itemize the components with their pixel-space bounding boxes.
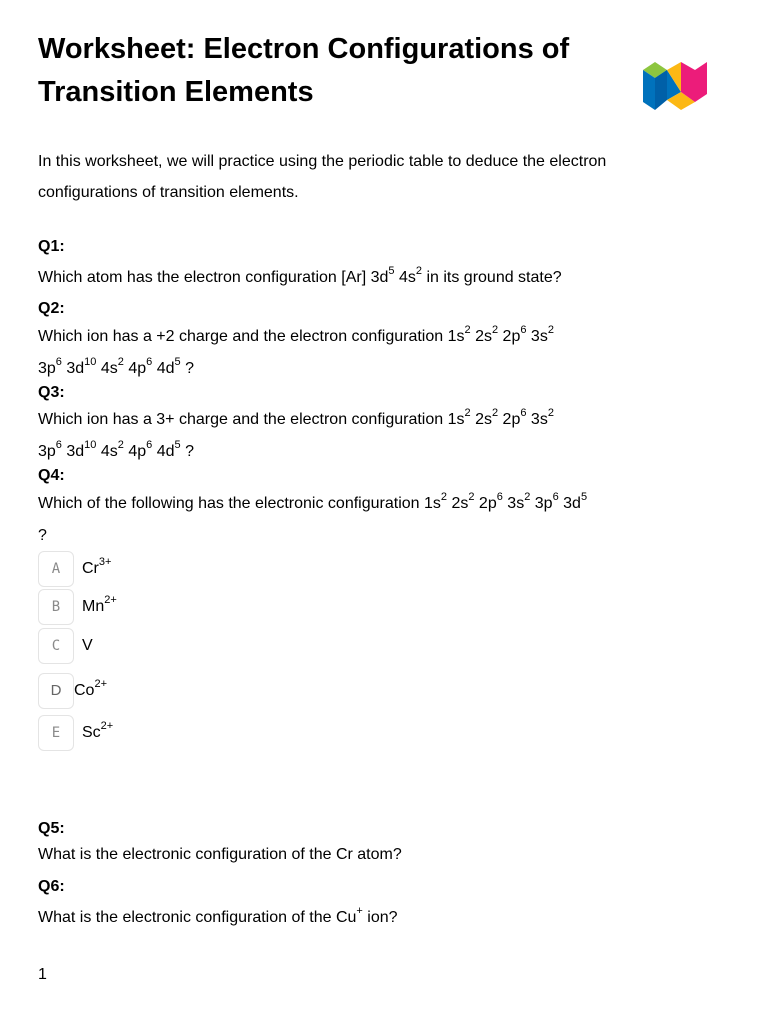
question-text: Which of the following has the electronic configuration $1s^2$ $2s^2$ $2p^6$ $3s^2$ $3p^6$ $3d^5$ ? xyxy=(38,490,588,544)
question-label: Q3: xyxy=(38,384,65,401)
option-text: $Co^{2+}$ xyxy=(74,677,107,699)
option-text: V xyxy=(82,637,93,654)
question-text: Which atom has the electron configuration [Ar] $3d^5$ $4s^2$ in its ground state? xyxy=(38,264,562,286)
question-text: What is the electronic configuration of the Cu+ ion? xyxy=(38,904,398,926)
option-letter: D xyxy=(50,682,62,699)
question-label: Q1: xyxy=(38,238,65,255)
question-label: Q2: xyxy=(38,300,65,317)
option-letter: C xyxy=(51,638,61,654)
question-label: Q5: xyxy=(38,820,65,837)
question-label: Q4: xyxy=(38,467,65,484)
intro-text: In this worksheet, we will practice using the periodic table to deduce the electron configurations of transition elements. xyxy=(38,153,607,201)
option-text: $Mn^{2+}$ xyxy=(82,593,117,615)
answer-option-c[interactable] xyxy=(38,628,238,664)
option-text: $Cr^{3+}$ xyxy=(82,555,112,577)
answer-option-a[interactable] xyxy=(38,551,238,587)
option-letter: A xyxy=(51,561,61,577)
option-letter: E xyxy=(51,725,61,741)
option-text: $Sc^{2+}$ xyxy=(82,719,114,741)
question-text: Which ion has a 3+ charge and the electron configuration $1s^2$ $2s^2$ $2p^6$ $3s^2$ $3p^6$ $3d^{10}$ $4s^2$ $4p^6$ $4d^5$ ? xyxy=(38,406,554,460)
nagwa-logo-icon xyxy=(641,56,709,112)
answer-option-d[interactable] xyxy=(38,673,238,709)
page-number: 1 xyxy=(38,966,47,983)
question-label: Q6: xyxy=(38,878,65,895)
question-text: What is the electronic configuration of the Cr atom? xyxy=(38,846,402,863)
option-letter: B xyxy=(51,599,61,615)
page-title: Worksheet: Electron Configurations of Transition Elements xyxy=(38,33,570,108)
answer-option-e[interactable] xyxy=(38,715,238,751)
question-text: Which ion has a +2 charge and the electron configuration $1s^2$ $2s^2$ $2p^6$ $3s^2$ $3p^6$ $3d^{10}$ $4s^2$ $4p^6$ $4d^5$ ? xyxy=(38,323,554,377)
answer-option-b[interactable] xyxy=(38,589,238,625)
